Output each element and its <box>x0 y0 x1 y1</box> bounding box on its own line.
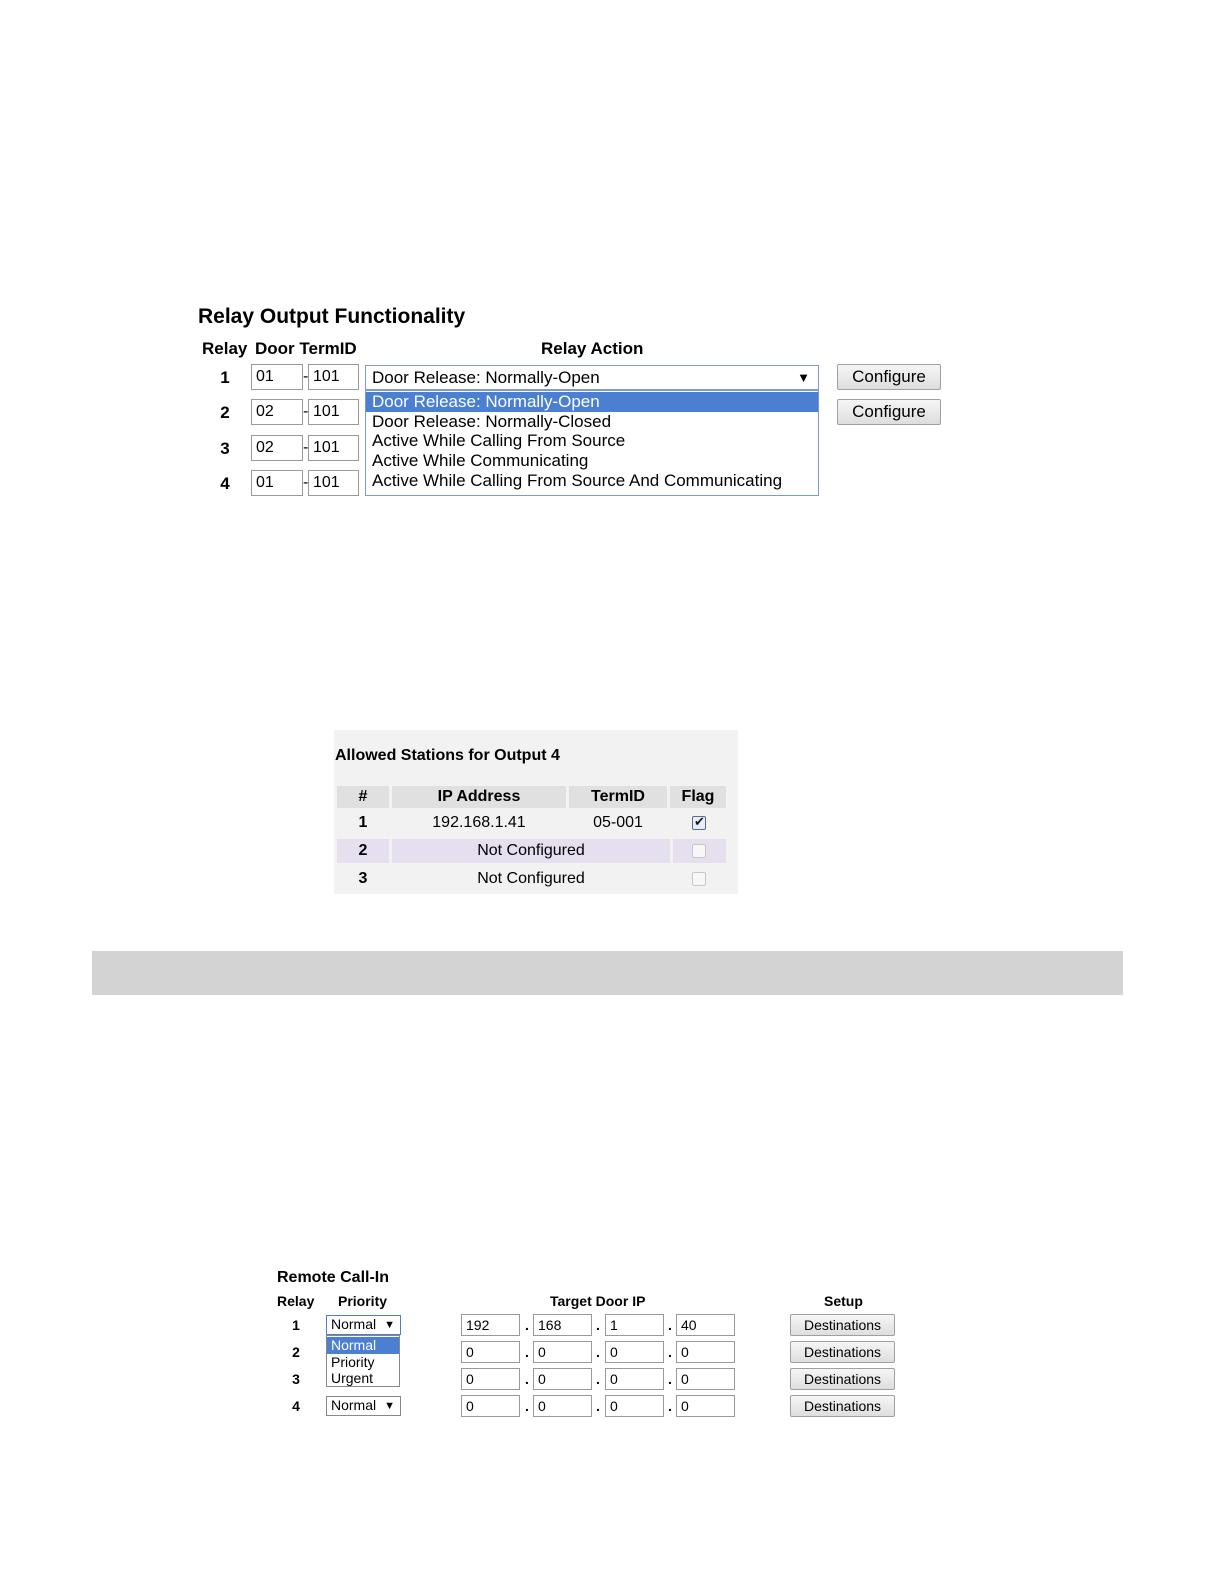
ip-octet-input[interactable]: 0 <box>461 1368 520 1390</box>
ip-dot: . <box>596 1398 600 1414</box>
separator-dash: - <box>303 474 309 491</box>
ip-dot: . <box>525 1371 529 1387</box>
destinations-button[interactable]: Destinations <box>790 1368 895 1390</box>
relay-number: 1 <box>292 1317 300 1333</box>
relay-number: 1 <box>220 368 230 387</box>
station-number: 2 <box>337 839 389 863</box>
ip-octet-input[interactable]: 0 <box>605 1341 664 1363</box>
ip-octet-input[interactable]: 0 <box>461 1395 520 1417</box>
dropdown-option[interactable]: Door Release: Normally-Closed <box>372 411 612 431</box>
priority-select[interactable] <box>326 1315 401 1335</box>
dropdown-option[interactable]: Priority <box>331 1353 375 1370</box>
ip-octet-input[interactable]: 0 <box>533 1395 592 1417</box>
relay-number: 2 <box>220 403 230 422</box>
destinations-button[interactable]: Destinations <box>790 1341 895 1363</box>
termid-input[interactable]: 101 <box>308 470 359 496</box>
chevron-down-icon: ▼ <box>384 1319 395 1331</box>
dropdown-option[interactable]: Active While Calling From Source <box>372 431 626 451</box>
ip-octet-input[interactable]: 40 <box>676 1314 735 1336</box>
section-divider-bar <box>92 951 1123 995</box>
dropdown-option[interactable]: Door Release: Normally-Open <box>366 392 818 412</box>
relay-column-header: Relay <box>202 339 248 358</box>
configure-button[interactable]: Configure <box>837 364 941 390</box>
termid-input[interactable]: 101 <box>308 364 359 390</box>
station-ip: 192.168.1.41 <box>432 814 526 831</box>
ip-octet-input[interactable]: 0 <box>461 1341 520 1363</box>
chevron-down-icon: ▼ <box>384 1400 395 1412</box>
priority-select[interactable] <box>326 1396 401 1416</box>
ip-dot: . <box>525 1317 529 1333</box>
termid-input[interactable]: 101 <box>308 435 359 461</box>
relay-action-column-header: Relay Action <box>541 339 644 358</box>
setup-column-header: Setup <box>824 1293 863 1309</box>
relay-number: 3 <box>220 439 230 458</box>
dropdown-option[interactable]: Normal <box>327 1337 399 1354</box>
termid-column-header: TermID <box>569 786 667 808</box>
station-status: Not Configured <box>392 839 670 863</box>
door-termid-column-header: Door TermID <box>255 339 357 358</box>
destinations-button[interactable]: Destinations <box>790 1314 895 1336</box>
flag-checkbox[interactable] <box>692 872 706 886</box>
allowed-stations-panel <box>334 730 738 894</box>
ip-octet-input[interactable]: 0 <box>676 1395 735 1417</box>
door-input[interactable]: 02 <box>251 435 303 461</box>
chevron-down-icon: ▼ <box>797 370 810 385</box>
flag-checkbox[interactable] <box>692 816 706 830</box>
relay-number: 4 <box>292 1398 300 1414</box>
separator-dash: - <box>303 439 309 456</box>
door-input[interactable]: 01 <box>251 364 303 390</box>
ip-dot: . <box>668 1398 672 1414</box>
flag-checkbox[interactable] <box>692 844 706 858</box>
separator-dash: - <box>303 403 309 420</box>
station-termid: 05-001 <box>593 814 643 831</box>
relay-action-selected-value: Door Release: Normally-Open <box>372 368 600 387</box>
termid-input[interactable]: 101 <box>308 399 359 425</box>
ip-dot: . <box>596 1344 600 1360</box>
flag-column-header: Flag <box>670 786 726 808</box>
ip-octet-input[interactable]: 0 <box>605 1368 664 1390</box>
ip-octet-input[interactable]: 0 <box>676 1368 735 1390</box>
ip-dot: . <box>596 1371 600 1387</box>
relay-action-dropdown-list <box>365 390 819 496</box>
relay-output-title: Relay Output Functionality <box>198 305 466 328</box>
allowed-stations-title: Allowed Stations for Output 4 <box>335 747 560 764</box>
relay-action-select[interactable] <box>365 365 819 390</box>
priority-dropdown-list <box>326 1335 400 1387</box>
relay-number: 3 <box>292 1371 300 1387</box>
ip-dot: . <box>596 1317 600 1333</box>
dropdown-option[interactable]: Active While Calling From Source And Communicating <box>372 470 783 490</box>
target-door-ip-column-header: Target Door IP <box>550 1293 646 1309</box>
ip-dot: . <box>668 1371 672 1387</box>
remote-callin-title: Remote Call-In <box>277 1269 390 1286</box>
ip-octet-input[interactable]: 192 <box>461 1314 520 1336</box>
door-input[interactable]: 02 <box>251 399 303 425</box>
dropdown-option[interactable]: Urgent <box>331 1370 374 1386</box>
ip-dot: . <box>668 1344 672 1360</box>
ip-octet-input[interactable]: 0 <box>605 1395 664 1417</box>
relay-number: 2 <box>292 1344 300 1360</box>
door-input[interactable]: 01 <box>251 470 303 496</box>
configure-button[interactable]: Configure <box>837 399 941 425</box>
priority-selected-value: Normal <box>331 1316 377 1332</box>
ip-dot: . <box>525 1398 529 1414</box>
priority-selected-value: Normal <box>331 1397 377 1413</box>
ip-dot: . <box>525 1344 529 1360</box>
ip-octet-input[interactable]: 0 <box>533 1368 592 1390</box>
relay-column-header: Relay <box>277 1293 315 1309</box>
separator-dash: - <box>303 368 309 385</box>
relay-number: 4 <box>220 474 230 493</box>
ip-octet-input[interactable]: 168 <box>533 1314 592 1336</box>
station-number: 3 <box>358 870 368 887</box>
station-number: 1 <box>358 814 368 831</box>
ip-dot: . <box>668 1317 672 1333</box>
num-column-header: # <box>337 786 389 808</box>
dropdown-option[interactable]: Active While Communicating <box>372 451 589 471</box>
ip-octet-input[interactable]: 0 <box>533 1341 592 1363</box>
ip-octet-input[interactable]: 1 <box>605 1314 664 1336</box>
priority-column-header: Priority <box>338 1293 388 1309</box>
ip-address-column-header: IP Address <box>392 786 566 808</box>
ip-octet-input[interactable]: 0 <box>676 1341 735 1363</box>
station-status: Not Configured <box>477 870 585 887</box>
destinations-button[interactable]: Destinations <box>790 1395 895 1417</box>
